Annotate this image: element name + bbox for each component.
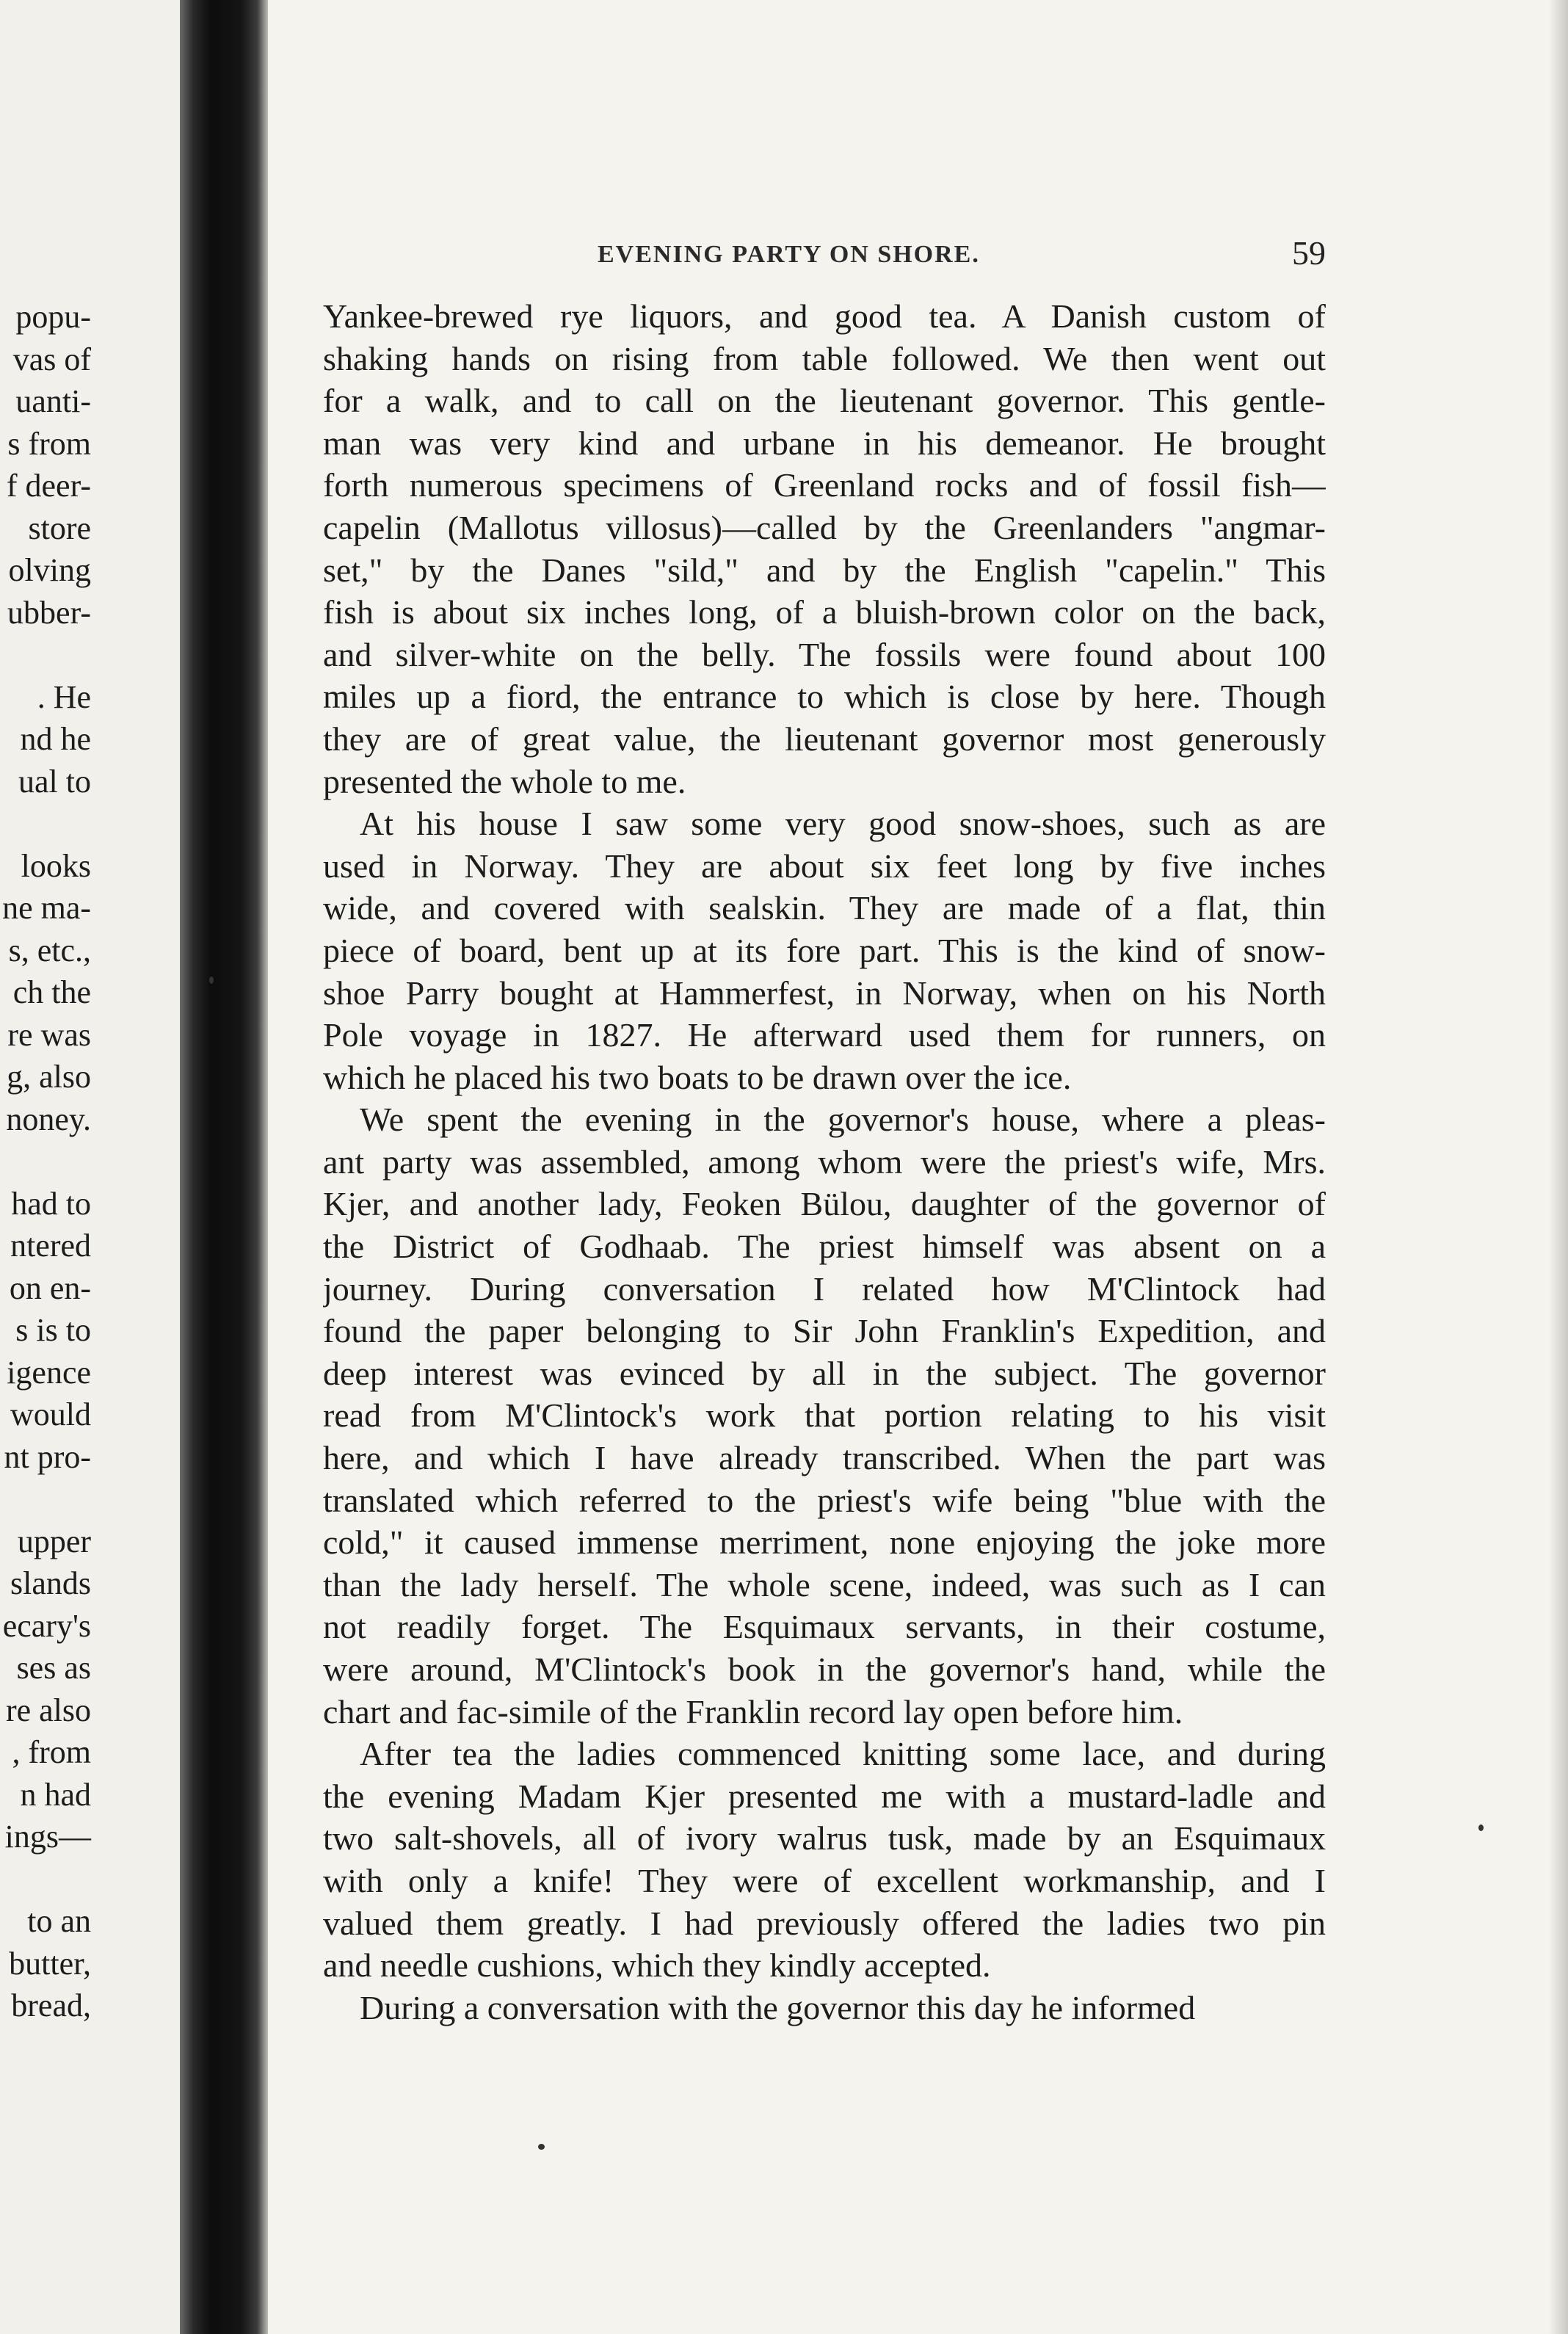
text-line: found the paper belonging to Sir John Franklin's Expedition, and (323, 1312, 1326, 1350)
text-line: journey. During conversation I related how M'Clintock had (323, 1269, 1326, 1308)
text-line: were around, M'Clintock's book in the governor's hand, while the (323, 1650, 1326, 1688)
left-page-line: to an (27, 1903, 91, 1939)
text-line: man was very kind and urbane in his demeanor. He brought (323, 424, 1326, 462)
left-page-line: g, also (7, 1059, 91, 1095)
left-page-line: store (28, 510, 91, 546)
left-page-line: uanti- (15, 383, 91, 419)
text-line: with only a knife! They were of excellent workmanship, and I (323, 1861, 1326, 1899)
paragraph (323, 1733, 1326, 1987)
text-line: and silver-white on the belly. The fossils were found about 100 (323, 635, 1326, 673)
left-page-line: igence (7, 1354, 91, 1391)
left-page-line: ual to (18, 763, 91, 800)
left-page-line: had to (11, 1185, 91, 1222)
text-line: wide, and covered with sealskin. They are made of a flat, thin (323, 889, 1326, 927)
left-page-line: ecary's (2, 1607, 91, 1644)
left-page-line: f deer- (6, 468, 91, 504)
text-line: two salt-shovels, all of ivory walrus tusk, made by an Esquimaux (323, 1819, 1326, 1858)
left-page-line: nd he (20, 721, 91, 757)
left-page-line: ubber- (7, 594, 91, 631)
left-page-line: olving (8, 552, 91, 588)
left-page-line: ch the (12, 974, 91, 1010)
left-page-line: looks (21, 847, 91, 884)
left-page-line: n had (20, 1776, 91, 1813)
text-line: translated which referred to the priest's wife being "blue with the (323, 1481, 1326, 1519)
text-line: not readily forget. The Esquimaux servants, in their costume, (323, 1608, 1326, 1646)
left-page-line: would (10, 1396, 91, 1432)
left-page-line: butter, (9, 1945, 91, 1982)
left-page-line: ntered (10, 1228, 91, 1264)
text-line: shoe Parry bought at Hammerfest, in Norway, when on his North (323, 974, 1326, 1012)
text-line: After tea the ladies commenced knitting some lace, and during (360, 1735, 1326, 1773)
text-line: and needle cushions, which they kindly accepted. (323, 1946, 991, 1985)
left-page-line: , from (12, 1734, 91, 1770)
left-page-margin (0, 0, 184, 2334)
left-page-line: re also (5, 1692, 91, 1728)
text-line: the evening Madam Kjer presented me with a mustard-ladle and (323, 1777, 1326, 1815)
text-line: valued them greatly. I had previously offered the ladies two pin (323, 1904, 1326, 1942)
text-line: presented the whole to me. (323, 762, 686, 800)
body-text (323, 295, 1326, 2029)
text-line: read from M'Clintock's work that portion relating to his visit (323, 1396, 1326, 1435)
left-page-line: s from (7, 425, 91, 462)
text-line: set," by the Danes "sild," and by the English "capelin." This (323, 551, 1326, 589)
text-line: During a conversation with the governor this day he informed (360, 1988, 1196, 2026)
text-line: here, and which I have already transcribed. When the part was (323, 1439, 1326, 1477)
text-line: shaking hands on rising from table followed. We then went out (323, 339, 1326, 377)
paragraph (323, 1987, 1326, 2029)
page-number: 59 (1292, 234, 1326, 272)
text-line: chart and fac-simile of the Franklin record lay open before him. (323, 1692, 1183, 1730)
left-page-line: vas of (12, 341, 91, 377)
text-line: capelin (Mallotus villosus)—called by the Greenlanders "angmar- (323, 508, 1326, 546)
text-line: At his house I saw some very good snow-shoes, such as are (360, 805, 1326, 843)
text-line: piece of board, bent up at its fore part. This is the kind of snow- (323, 931, 1326, 969)
left-page-line: upper (17, 1523, 91, 1559)
left-page-line: ne ma- (2, 890, 91, 926)
text-line: cold," it caused immense merriment, none enjoying the joke more (323, 1523, 1326, 1562)
text-line: Pole voyage in 1827. He afterward used them for runners, on (323, 1016, 1326, 1054)
left-page-line: ses as (16, 1650, 91, 1686)
text-line: miles up a fiord, the entrance to which is close by here. Though (323, 678, 1326, 716)
left-page-line: on en- (9, 1269, 91, 1306)
text-line: than the lady herself. The whole scene, indeed, was such as I can (323, 1565, 1326, 1603)
text-line: which he placed his two boats to be drawn over the ice. (323, 1058, 1072, 1096)
left-page-line: popu- (15, 299, 91, 335)
text-line: forth numerous specimens of Greenland rocks and of fossil fish— (323, 466, 1326, 504)
text-line: the District of Godhaab. The priest himself was absent on a (323, 1228, 1326, 1266)
left-page-line: noney. (6, 1101, 91, 1137)
left-page-line: nt pro- (4, 1438, 91, 1475)
print-speck (1478, 1824, 1484, 1831)
left-page-line: ings— (4, 1819, 91, 1855)
text-line: fish is about six inches long, of a bluish-brown color on the back, (323, 593, 1326, 631)
left-page-line: s is to (15, 1312, 91, 1348)
left-page-line: . He (37, 678, 91, 715)
text-line: they are of great value, the lieutenant governor most generously (323, 720, 1326, 758)
page-edge (1549, 0, 1568, 2334)
left-page-line: s, etc., (8, 932, 91, 968)
left-page-line: bread, (11, 1987, 91, 2023)
book-gutter (180, 0, 268, 2334)
text-line: ant party was assembled, among whom were the priest's wife, Mrs. (323, 1142, 1326, 1181)
left-page-line: slands (10, 1565, 91, 1601)
paragraph (323, 1098, 1326, 1733)
text-line: used in Norway. They are about six feet long by five inches (323, 847, 1326, 885)
paragraph (323, 295, 1326, 802)
page-header (323, 233, 1326, 280)
text-line: for a walk, and to call on the lieutenant governor. This gentle- (323, 382, 1326, 420)
print-speck (538, 2144, 545, 2150)
text-line: deep interest was evinced by all in the subject. The governor (323, 1354, 1326, 1392)
text-line: Kjer, and another lady, Feoken Bülou, daughter of the governor of (323, 1185, 1326, 1223)
left-page-line: re was (7, 1016, 91, 1053)
print-speck (209, 976, 214, 984)
text-line: We spent the evening in the governor's house, where a pleas- (360, 1101, 1326, 1139)
paragraph (323, 802, 1326, 1098)
running-head: EVENING PARTY ON SHORE. (598, 241, 980, 268)
text-line: Yankee-brewed rye liquors, and good tea. A Danish custom of (323, 297, 1326, 335)
